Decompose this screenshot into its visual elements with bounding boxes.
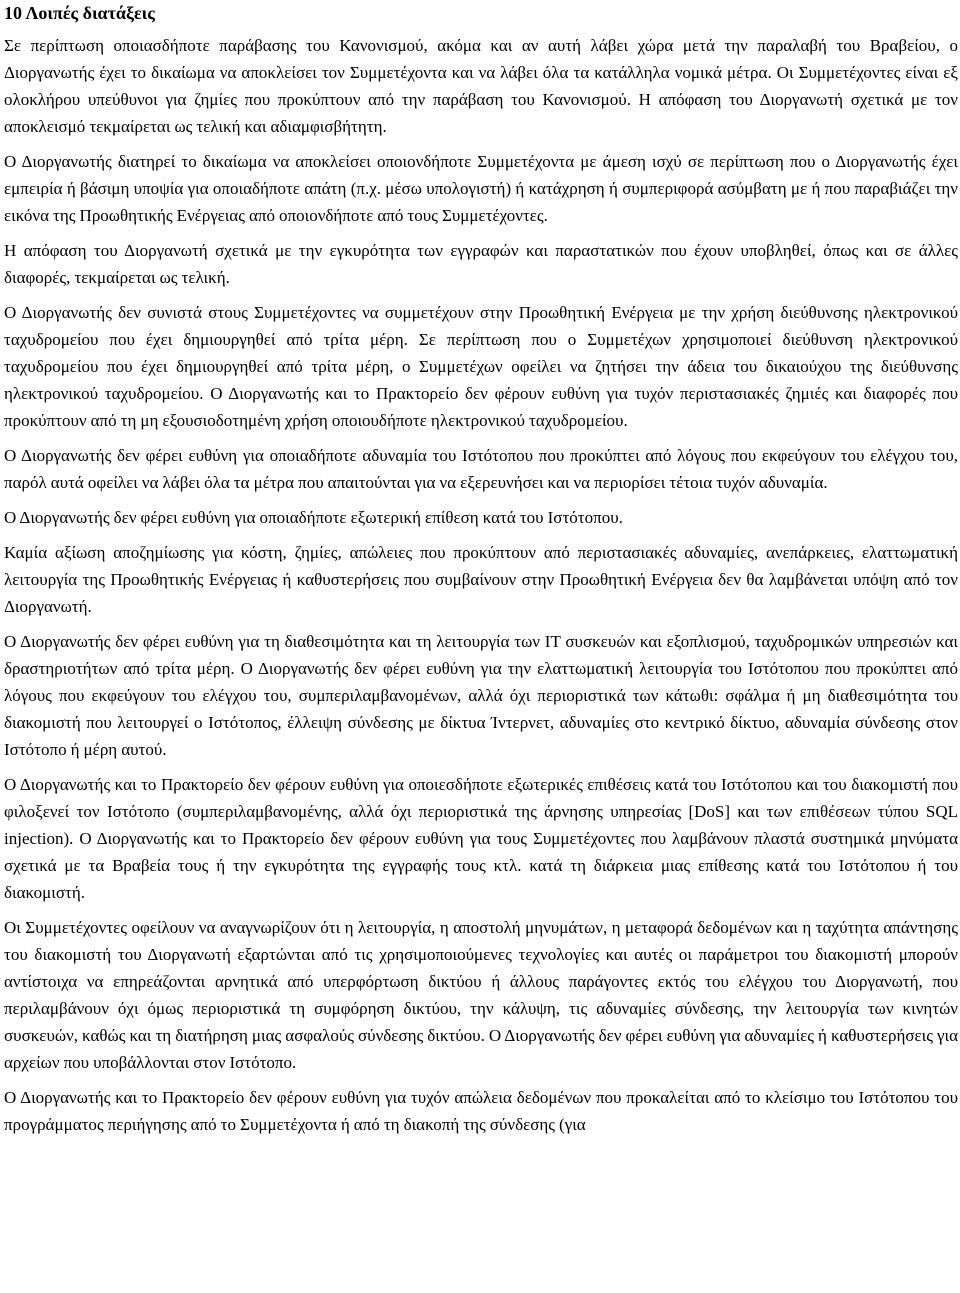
- paragraph-data-loss: Ο Διοργανωτής και το Πρακτορείο δεν φέρουν ευθύνη για τυχόν απώλεια δεδομένων που προκαλείται από το κλείσιμο του Ιστότοπου του προγράμματος περιήγησης από το Συμμετέχοντα ή από τη διακοπή της σύνδεσης (για: [4, 1088, 958, 1134]
- paragraph-server-attacks: Ο Διοργανωτής και το Πρακτορείο δεν φέρουν ευθύνη για οποιεσδήποτε εξωτερικές επιθέσεις κατά του Ιστότοπου και του διακομιστή που φιλοξενεί τον Ιστότοπο (συμπεριλαμβανομένης, αλλά όχι περιοριστικά της άρνησης υπηρεσίας [DoS] και των επιθέσεων τύπου SQL injection). Ο Διοργανωτής και το Πρακτορείο δεν φέρουν ευθύνη για τους Συμμετέχοντες που λαμβάνουν πλαστά συστημικά μηνύματα σχετικά με τα Βραβεία τους ή την εγκυρότητα της εγγραφής τους κτλ. κατά τη διάρκεια μιας επίθεσης κατά του Ιστότοπου ή του διακομιστή.: [4, 775, 958, 902]
- section-heading: 10 Λοιπές διατάξεις: [4, 3, 155, 23]
- paragraph-compensation-claims: Καμία αξίωση αποζημίωσης για κόστη, ζημίες, απώλειες που προκύπτουν από περιστασιακές αδυναμίες, ανεπάρκειες, ελαττωματική λειτουργία της Προωθητικής Ενέργειας ή καθυστερήσεις που συμβαίνουν στην Προωθητική Ενέργεια δεν θα λαμβάνεται υπόψη από τον Διοργανωτή.: [4, 543, 958, 616]
- paragraph-exclusion-right: Ο Διοργανωτής διατηρεί το δικαίωμα να αποκλείσει οποιονδήποτε Συμμετέχοντα με άμεση ισχύ σε περίπτωση που ο Διοργανωτής έχει εμπειρία ή βάσιμη υποψία για οποιαδήποτε απάτη (π.χ. μέσω υπολογιστή) ή κατάχρηση ή συμπεριφορά ασύμβατη με ή που παραβιάζει την εικόνα της Προωθητικής Ενέργειας από οποιονδήποτε από τους Συμμετέχοντες.: [4, 152, 958, 225]
- paragraph-email-usage: Ο Διοργανωτής δεν συνιστά στους Συμμετέχοντες να συμμετέχουν στην Προωθητική Ενέργεια με την χρήση διεύθυνσης ηλεκτρονικού ταχυδρομείου που έχει δημιουργηθεί από τρίτα μέρη. Σε περίπτωση που ο Συμμετέχων χρησιμοποιεί διεύθυνση ηλεκτρονικού ταχυδρομείου που έχει δημιουργηθεί από τρίτα μέρη, ο Συμμετέχων οφείλει να ζητήσει την άδεια του δικαιούχου της διεύθυνσης ηλεκτρονικού ταχυδρομείου. Ο Διοργανωτής και το Πρακτορείο δεν φέρουν ευθύνη για τυχόν περιστασιακές ζημιές και διαφορές που προκύπτουν από τη μη εξουσιοδοτημένη χρήση οποιουδήποτε ηλεκτρονικού ταχυδρομείου.: [4, 303, 958, 430]
- paragraph-website-weakness: Ο Διοργανωτής δεν φέρει ευθύνη για οποιαδήποτε αδυναμία του Ιστότοπου που προκύπτει από λόγους που εκφεύγουν του ελέγχου του, παρόλ αυτά οφείλει να λάβει όλα τα μέτρα που απαιτούνται για να εξερευνήσει και να περιορίσει τέτοια τυχόν αδυναμία.: [4, 446, 958, 492]
- paragraph-violations: Σε περίπτωση οποιασδήποτε παράβασης του Κανονισμού, ακόμα και αν αυτή λάβει χώρα μετά την παραλαβή του Βραβείου, ο Διοργανωτής έχει το δικαίωμα να αποκλείσει τον Συμμετέχοντα και να λάβει όλα τα κατάλληλα νομικά μέτρα. Οι Συμμετέχοντες είναι εξ ολοκλήρου υπεύθυνοι για ζημίες που προκύπτουν από την παράβαση του Κανονισμού. Η απόφαση του Διοργανωτή σχετικά με τον αποκλεισμό τεκμαίρεται ως τελική και αδιαμφισβήτητη.: [4, 36, 958, 136]
- paragraph-server-performance: Οι Συμμετέχοντες οφείλουν να αναγνωρίζουν ότι η λειτουργία, η αποστολή μηνυμάτων, η μεταφορά δεδομένων και η ταχύτητα απάντησης του διακομιστή του Διοργανωτή εξαρτώνται από τις χρησιμοποιούμενες τεχνολογίες και αυτές οι παράμετροι του διακομιστή μπορούν αντίστοιχα να επηρεάζονται αρνητικά από υπερφόρτωση δικτύου ή άλλους παράγοντες εκτός του ελέγχου του Διοργανωτή, που περιλαμβάνουν όχι όμως περιοριστικά τη συμφόρηση δικτύου, την κάλυψη, τις αδυναμίες σύνδεσης, την λειτουργία των κινητών συσκευών, καθώς και τη διατήρηση μιας ασφαλούς σύνδεσης δικτύου. Ο Διοργανωτής δεν φέρει ευθύνη για αδυναμίες ή καθυστερήσεις για αρχείων που υποβάλλονται στον Ιστότοπο.: [4, 918, 958, 1072]
- paragraph-external-attack: Ο Διοργανωτής δεν φέρει ευθύνη για οποιαδήποτε εξωτερική επίθεση κατά του Ιστότοπου.: [4, 508, 623, 527]
- paragraph-validity-decision: Η απόφαση του Διοργανωτή σχετικά με την εγκυρότητα των εγγραφών και παραστατικών που έχουν υποβληθεί, όπως και σε άλλες διαφορές, τεκμαίρεται ως τελική.: [4, 241, 958, 287]
- paragraph-it-availability: Ο Διοργανωτής δεν φέρει ευθύνη για τη διαθεσιμότητα και τη λειτουργία των IT συσκευών και εξοπλισμού, ταχυδρομικών υπηρεσιών και δραστηριοτήτων από τρίτα μέρη. Ο Διοργανωτής δεν φέρει ευθύνη για την ελαττωματική λειτουργία του Ιστότοπου που προκύπτει από λόγους που εκφεύγουν του ελέγχου του, συμπεριλαμβανομένων, αλλά όχι περιοριστικά των κάτωθι: σφάλμα ή μη διαθεσιμότητα του διακομιστή που λειτουργεί ο Ιστότοπος, έλλειψη σύνδεσης με δίκτυα Ίντερνετ, αδυναμίες στο κεντρικό δίκτυο, αδυναμία σύνδεσης στον Ιστότοπο ή μέρη αυτού.: [4, 632, 958, 759]
